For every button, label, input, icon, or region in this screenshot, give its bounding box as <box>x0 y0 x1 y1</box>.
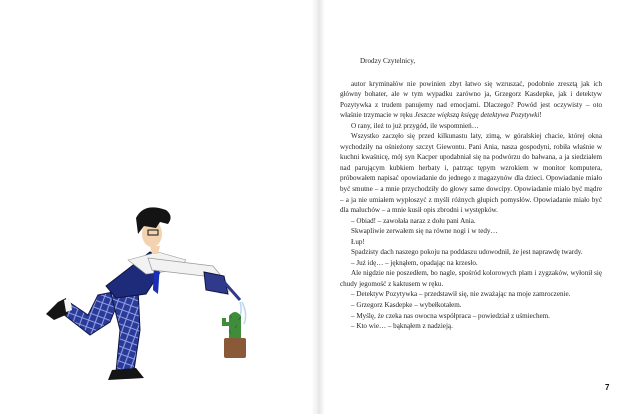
paragraph-11: – Grzegorz Kasdepke – wybełkotałem. <box>351 301 462 310</box>
paragraph-13: – Kto wie… – bąknąłem z nadzieją. <box>351 322 453 331</box>
paragraph-3: Wszystko zaczęło się przed kilkunastu laty, zimą, w góralskiej chacie, której okna wychodziły na ośnieżony szczyt Giewontu. Pani Ania, nasza gospodyni, robiła właśnie w kuchni kwaśnicę, mój syn Kacper upodabniał się na podwórzu do bałwana, a ja siedziałem nad parującym kubkiem herbaty i, patrząc tępym wzrokiem w monitor komputera, próbowałem napisać opowiadanie do jednego z magazynów dla dzieci. Opowiadanie miało być smutne – a mnie przychodziły do głowy same dowcipy. Opowiadanie miało być mądre – a ja nie umiałem wypłoszyć z myśli różnych głupich pomysłów. Opowiadanie miało być dla maluchów – a mnie kusił opis zbrodni i występków. <box>340 132 602 215</box>
paragraph-9: Ale nigdzie nie poszedłem, bo nagle, spośród kolorowych plam i zygzaków, wyłonił się chudy jegomość z kaktusem w ręku. <box>340 269 602 288</box>
paragraph-1-c: ! <box>539 111 542 120</box>
paragraph-8: – Już idę… – jęknąłem, opadając na krzesło. <box>351 258 478 267</box>
cactus-arm <box>222 318 229 326</box>
detective-watering-cactus-illustration <box>28 190 268 390</box>
pot <box>224 338 246 358</box>
page-gutter-shadow <box>311 0 325 414</box>
page-number: 7 <box>605 383 610 392</box>
book-title: Jeszcze większą księgę detektywa Pozytywki <box>414 111 540 120</box>
paragraph-1-a: autor kryminałów nie powinien zbyt łatwo się wzruszać, podobnie zresztą jak ich główny bohater, ale w tym wypadku zarówno ja, Grzegorz Kasdepke, jak i detektyw Pozytywka z trudem panujemy nad emocjami. Dlaczego? Powód jest oczywisty – oto właśnie trzymacie w ręku <box>340 79 602 120</box>
paragraph-10: – Detektyw Pozytywka – przedstawił się, nie zważając na moje zamroczenie. <box>351 290 571 299</box>
paragraph-5: Skwapliwie zerwałem się na równe nogi i w tedy… <box>351 227 498 236</box>
paragraph-7: Spadzisty dach naszego pokoju na poddaszu udowodnił, że jest naprawdę twardy. <box>351 248 583 257</box>
paragraph-2: O rany, ileż to już przygód, ile wspomnień… <box>351 121 479 130</box>
greeting: Drodzy Czytelnicy, <box>360 57 416 65</box>
letter-text <box>340 56 602 332</box>
front-leg <box>110 288 140 372</box>
paragraph-6: Łup! <box>351 237 365 246</box>
paragraph-1 <box>340 79 602 121</box>
paragraph-12: – Myślę, że czeka nas owocna współpraca – powiedział z uśmiechem. <box>351 311 550 320</box>
paragraph-4: – Obiad! – zawołała naraz z dołu pani Ania. <box>351 216 476 225</box>
front-shoe <box>108 368 144 380</box>
